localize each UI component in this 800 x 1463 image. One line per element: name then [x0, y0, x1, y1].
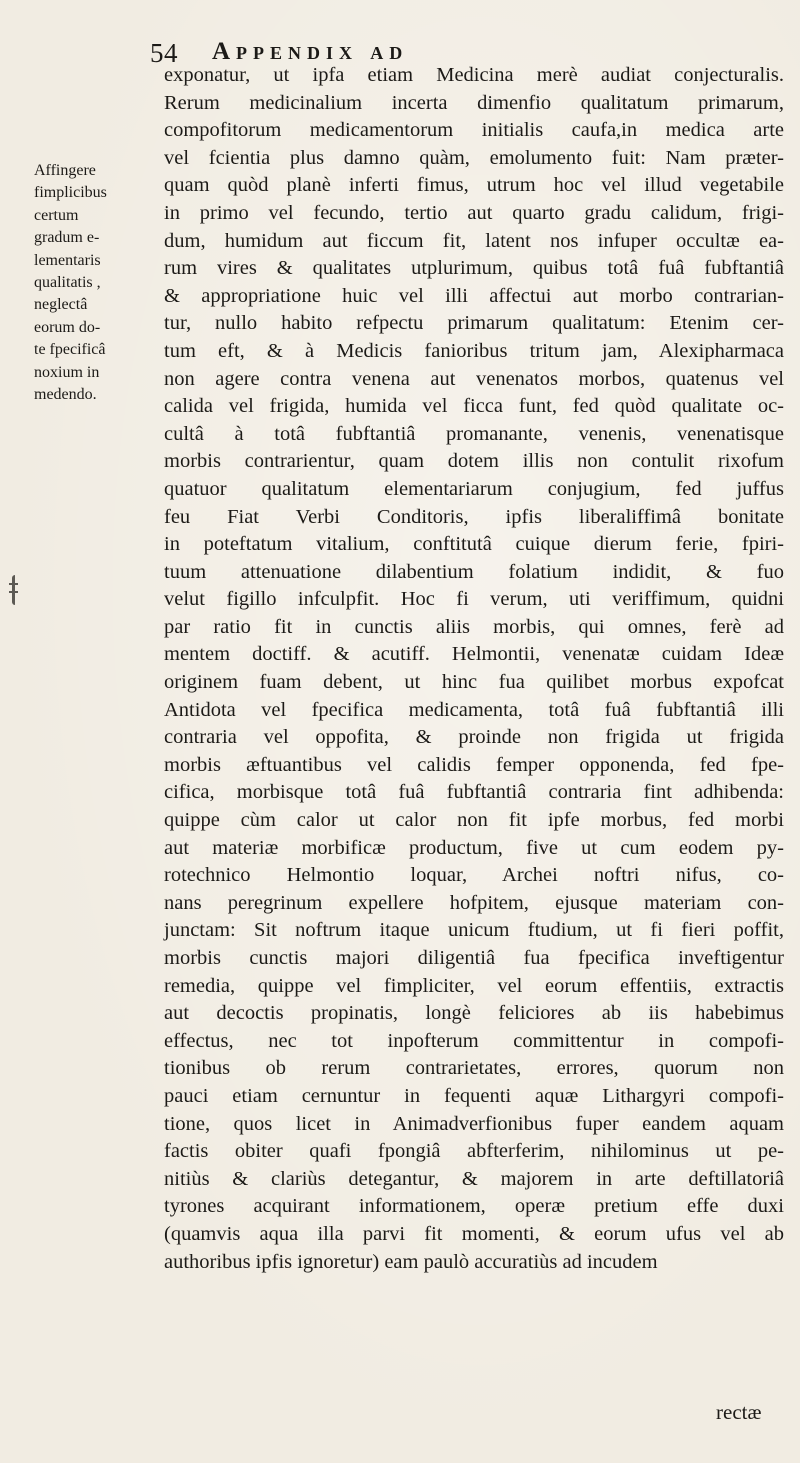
marginal-note-line: qualitatis ,	[34, 273, 101, 291]
text-line: in primo vel fecundo, tertio aut quarto gradu calidum, frigi-	[164, 201, 784, 224]
text-line: aut materiæ morbificæ productum, five ut cum eodem py-	[164, 836, 784, 859]
text-line: pauci etiam cernuntur in fequenti aquæ Lithargyri compofi-	[164, 1084, 784, 1107]
text-line: morbis æftuantibus vel calidis femper opponenda, fed fpe-	[164, 753, 784, 776]
marginal-note-line: noxium in	[34, 363, 100, 381]
text-line: tyrones acquirant informationem, operæ pretium effe duxi	[164, 1195, 784, 1218]
text-line: morbis cunctis majori diligentiâ fua fpecifica inveftigentur	[164, 947, 784, 969]
marginal-note-line: neglеctâ	[34, 296, 88, 314]
text-line: rum vires & qualitates utplurimum, quibus totâ fuâ fubftantiâ	[164, 257, 784, 280]
text-line: originem fuam debent, ut hinc fua quilibet morbus expofcat	[164, 671, 784, 694]
text-line: tionibus ob rerum contrarietates, errores, quorum non	[164, 1057, 784, 1080]
text-line: cifica, morbisque totâ fuâ fubftantiâ contraria fint adhibenda:	[164, 781, 784, 804]
text-line: remedia, quippe vel fimpliciter, vel eorum effentiis, extractis	[164, 974, 784, 997]
text-line: mentem doctiff. & acutiff. Helmontii, venenatæ cuidam Ideæ	[164, 643, 784, 666]
text-line: authoribus ipfis ignoretur) eam paulò accuratiùs ad incudem	[164, 1250, 658, 1273]
text-line: tum eft, & à Medicis fanioribus tritum jam, Alexipharmaca	[164, 339, 784, 362]
text-line: feu Fiat Verbi Conditoris, ipfis liberaliffimâ bonitate	[164, 505, 784, 528]
text-line: junctam: Sit noftrum itaque unicum ftudium, ut fi fieri poffit,	[164, 919, 784, 942]
marginal-note-line: fimplicibus	[34, 184, 107, 202]
marginal-note-line: te fpecificâ	[34, 341, 106, 359]
catchword: rectæ	[716, 1400, 762, 1424]
marginal-note-line: Affingere	[34, 162, 96, 179]
running-head: Appendix ad	[212, 38, 409, 65]
text-line: nans peregrinum expellere hofpitem, ejusque materiam con-	[164, 891, 784, 914]
text-line: nitiùs & clariùs detegantur, & majorem in arte deftillatoriâ	[164, 1167, 784, 1190]
text-line: tione, quos licet in Animadverfionibus fuper eandem aquam	[164, 1112, 784, 1135]
ink-mark-icon	[12, 575, 23, 605]
text-line: Rerum medicinalium incerta dimenfio qualitatum primarum,	[164, 91, 784, 114]
text-line: & appropriatione huic vel illi affectui aut morbo contrarian-	[164, 284, 784, 307]
text-line: vel fcientia plus damno quàm, emolumento fuit: Nam præter-	[164, 146, 784, 169]
body-text	[164, 62, 784, 1276]
text-line: dum, humidum aut ficcum fit, latent nos infuper occultæ ea-	[164, 229, 784, 252]
text-line: quippe cùm calor ut calor non fit ipfe morbus, fed morbi	[164, 809, 784, 832]
marginal-note-line: lementaris	[34, 251, 101, 269]
page-number: 54	[150, 38, 178, 68]
text-line: Antidota vel fpecifica medicamenta, totâ fuâ fubftantiâ illi	[164, 698, 784, 721]
marginal-note-line: medendo.	[34, 385, 97, 403]
text-line: compofitorum medicamentorum initialis caufa,in medica arte	[164, 119, 784, 142]
text-line: in poteftatum vitalium, conftitutâ cuique dierum ferie, fpiri-	[164, 533, 784, 556]
text-line: (quamvis aqua illa parvi fit momenti, & eorum ufus vel ab	[164, 1222, 784, 1245]
marginal-note-line: gradum e-	[34, 229, 100, 247]
marginal-note-line: certum	[34, 206, 79, 224]
text-line: exponatur, ut ipfa etiam Medicina merè audiat conjecturalis.	[164, 64, 784, 86]
text-line: aut decoctis propinatis, longè feliciores ab iis habebimus	[164, 1002, 784, 1025]
text-line: calida vel frigida, humida vel ficca funt, fed quòd qualitate oc-	[164, 395, 784, 418]
marginal-note-line: eorum do-	[34, 318, 101, 336]
text-line: quatuor qualitatum elementariarum conjugium, fed juffus	[164, 477, 784, 500]
text-line: par ratio fit in cunctis aliis morbis, qui omnes, ferè ad	[164, 615, 784, 638]
text-line: factis obiter quafi fpongiâ abfterferim, nihilominus ut pe-	[164, 1140, 784, 1163]
marginal-note	[34, 160, 160, 406]
text-line: cultâ à totâ fubftantiâ promanante, venenis, venenatisque	[164, 422, 784, 445]
text-line: velut figillo infculpfit. Hoc fi verum, uti veriffimum, quidni	[164, 588, 784, 611]
text-line: morbis contrarientur, quam dotem illis non contulit rixofum	[164, 450, 784, 473]
text-line: non agere contra venena aut venenatos morbos, quatenus vel	[164, 367, 784, 390]
text-line: effectus, nec tot inpofterum committentur in compofi-	[164, 1029, 784, 1052]
text-line: quam quòd planè inferti fimus, utrum hoc vel illud vegetabile	[164, 174, 784, 197]
text-line: contraria vel oppofita, & proinde non frigida ut frigida	[164, 726, 784, 749]
text-line: tur, nullo habito refpectu primarum qualitatum: Etenim cer-	[164, 312, 784, 335]
text-line: rotechnico Helmontio loquar, Archei noftri nifus, co-	[164, 864, 784, 887]
text-line: tuum attenuatione dilabentium folatium indidit, & fuo	[164, 560, 784, 583]
